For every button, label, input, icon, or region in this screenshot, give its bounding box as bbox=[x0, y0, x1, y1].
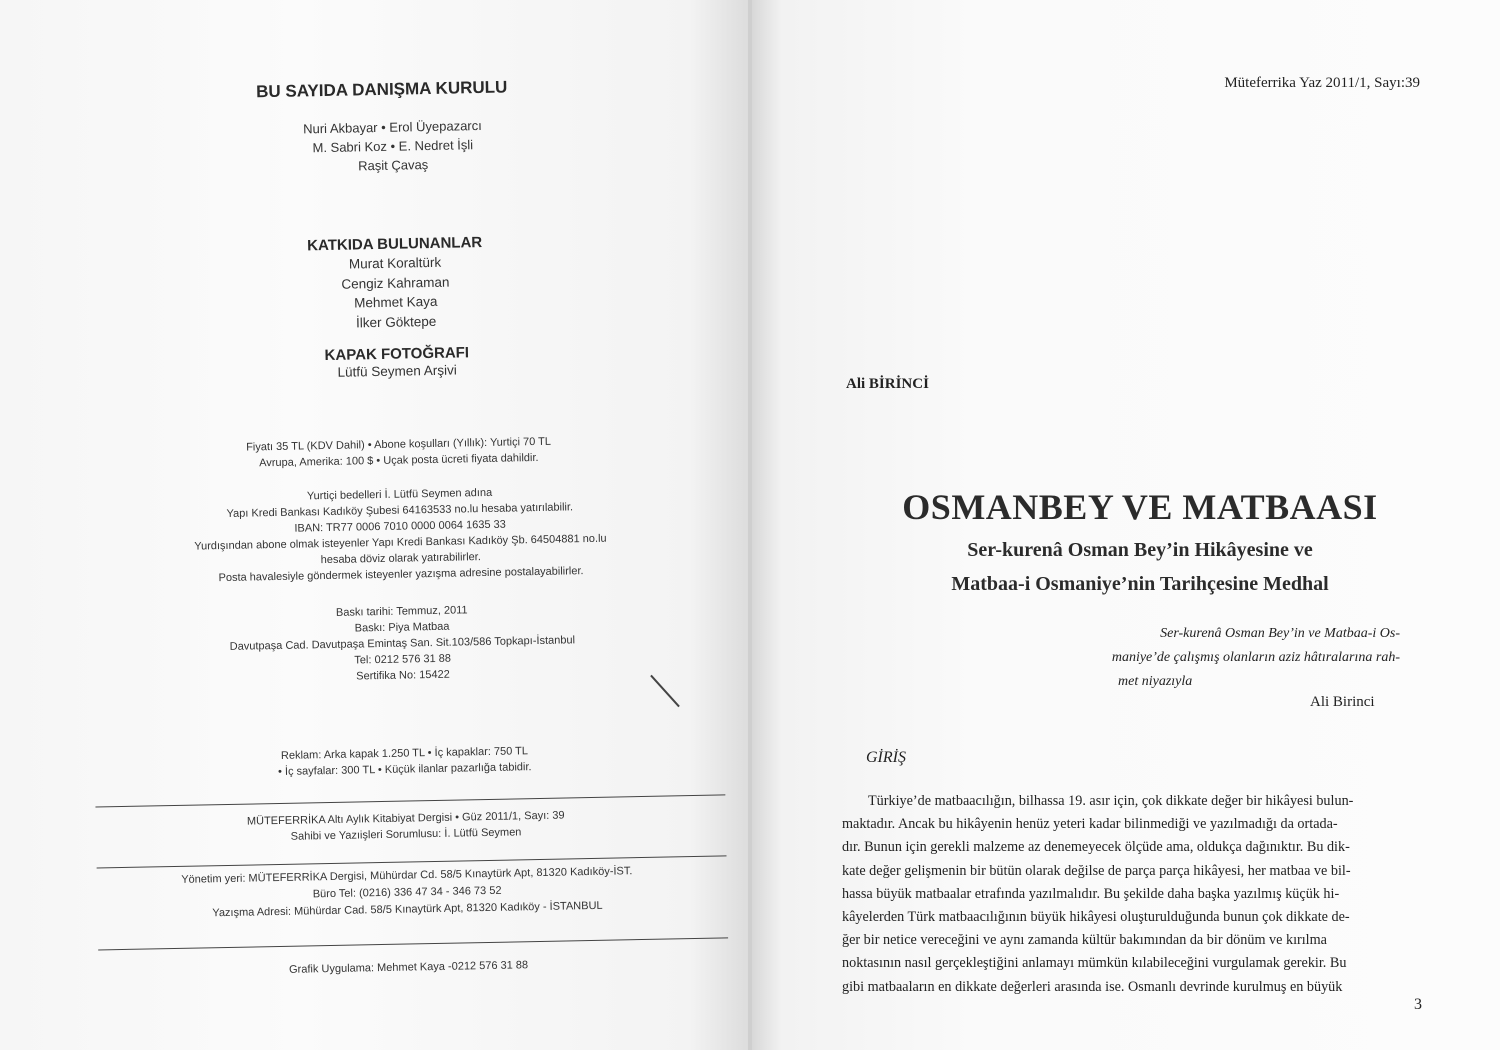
print-line: Tel: 0212 576 31 88 bbox=[354, 652, 452, 667]
article-subtitle-line-1: Ser-kurenâ Osman Bey’in Hikâyesine ve bbox=[967, 539, 1313, 561]
left-page bbox=[0, 0, 750, 1050]
price-line: Avrupa, Amerika: 100 $ • Uçak posta ücreti fiyata dahildir. bbox=[259, 451, 539, 470]
running-head: Müteferrika Yaz 2011/1, Sayı:39 bbox=[1224, 75, 1420, 91]
article-title: OSMANBEY VE MATBAASI bbox=[902, 487, 1378, 527]
advisory-line: M. Sabri Koz • E. Nedret İşli bbox=[312, 137, 474, 156]
print-line: Sertifika No: 15422 bbox=[356, 668, 450, 683]
article-subtitle-line-2: Matbaa-i Osmaniye’nin Tarihçesine Medhal bbox=[951, 573, 1329, 595]
body-line: hassa büyük matbaalar etrafında yazılmalıdır. Bu şekilde daha başka yazılmış küçük hi- bbox=[842, 885, 1340, 902]
author-name: Ali BİRİNCİ bbox=[846, 376, 929, 392]
payment-line: Yurtiçi bedelleri İ. Lütfü Seymen adına bbox=[306, 486, 493, 503]
body-line: noktasının nasıl gerçekleştiğini anlamayı mümkün kılabileceğini vurgulamak gerekir. Bu bbox=[842, 955, 1347, 972]
journal-line: Sahibi ve Yazıişleri Sorumlusu: İ. Lütfü Seymen bbox=[290, 826, 522, 843]
print-line: Baskı: Piya Matbaa bbox=[354, 620, 450, 635]
dedication-line: maniye’de çalışmış olanların aziz hâtıralarına rah- bbox=[1111, 650, 1400, 665]
advisory-members bbox=[222, 114, 563, 178]
dedication-line: met niyazıyla bbox=[1118, 674, 1193, 689]
contributors-list bbox=[255, 251, 536, 334]
ad-line: Reklam: Arka kapak 1.250 TL • İç kapaklar: 750 TL bbox=[280, 745, 529, 762]
graphic-credit: Grafik Uygulama: Mehmet Kaya -0212 576 31 88 bbox=[288, 959, 529, 976]
payment-line: hesaba döviz olarak yatırabilirler. bbox=[320, 551, 481, 567]
print-line: Baskı tarihi: Temmuz, 2011 bbox=[335, 604, 468, 619]
contributor-name: Mehmet Kaya bbox=[354, 293, 438, 311]
payment-line: IBAN: TR77 0006 7010 0000 0064 1635 33 bbox=[294, 518, 506, 535]
body-text bbox=[842, 790, 1422, 999]
contributor-name: Murat Koraltürk bbox=[348, 254, 442, 272]
body-line: maktadır. Ancak bu hikâyenin henüz yeteri kadar bilinmediği ve yazılmadığı da ortada- bbox=[842, 816, 1338, 833]
page-number: 3 bbox=[1414, 996, 1422, 1013]
journal-info bbox=[166, 806, 647, 847]
price-line: Fiyatı 35 TL (KDV Dahil) • Abone koşulları (Yıllık): Yurtiçi 70 TL bbox=[246, 435, 552, 454]
payment-line: Yapı Kredi Bankası Kadıköy Şubesi 64163533 no.lu hesaba yatırılabilir. bbox=[226, 501, 574, 520]
body-line: gibi matbaaların en dikkate değerleri arasında ise. Osmanlı devrinde kurulmuş en büyük bbox=[842, 978, 1343, 995]
advisory-heading: BU SAYIDA DANIŞMA KURULU bbox=[255, 77, 508, 102]
management-line: Yönetim yeri: MÜTEFERRİKA Dergisi, Mühürdar Cd. 58/5 Kınaytürk Apt, 81320 Kadıköy-İST. bbox=[181, 865, 633, 886]
dedication bbox=[1100, 622, 1400, 694]
price-info bbox=[138, 432, 659, 474]
advisory-line: Nuri Akbayar • Erol Üyepazarcı bbox=[302, 117, 482, 137]
divider-line bbox=[98, 937, 728, 950]
payment-line: Posta havalesiyle göndermek isteyenler yazışma adresine postalayabilirler. bbox=[218, 565, 584, 585]
section-heading: GİRİŞ bbox=[866, 749, 906, 766]
body-line: ğer bir netice vereceğini ve aynı zamanda kültür bakımından da bir dönüm ve kırılma bbox=[842, 932, 1327, 949]
contributor-name: Cengiz Kahraman bbox=[341, 274, 450, 292]
payment-info bbox=[109, 481, 691, 588]
body-line: dır. Bunun için gerekli malzeme az denemeyecek ölçüde ama, oldukça dağınıktır. Bu dik- bbox=[842, 839, 1350, 856]
body-line: kate değer gelişmenin bir bütün olarak değilse de parça parça hikâyesi, her matbaa ve bil- bbox=[842, 862, 1351, 879]
contributor-name: İlker Göktepe bbox=[355, 313, 437, 330]
print-line: Davutpaşa Cad. Davutpaşa Emintaş San. Sit.103/586 Topkapı-İstanbul bbox=[229, 634, 576, 653]
ad-rates bbox=[204, 742, 605, 782]
journal-line: MÜTEFERRİKA Altı Aylık Kitabiyat Dergisi • Güz 2011/1, Sayı: 39 bbox=[246, 809, 565, 828]
management-line: Büro Tel: (0216) 336 47 34 - 346 73 52 bbox=[312, 884, 502, 901]
cover-photo-heading: KAPAK FOTOĞRAFI bbox=[324, 344, 470, 365]
contributors-heading: KATKIDA BULUNANLAR bbox=[307, 233, 483, 255]
management-line: Yazışma Adresi: Mühürdar Cad. 58/5 Kınaytürk Apt, 81320 Kadıköy - İSTANBUL bbox=[212, 899, 603, 920]
print-info bbox=[142, 599, 663, 689]
advisory-line: Raşit Çavaş bbox=[358, 157, 429, 174]
cover-photo-credit: Lütfü Seymen Arşivi bbox=[337, 362, 457, 380]
management-info bbox=[127, 862, 688, 924]
dedication-line: Ser-kurenâ Osman Bey’in ve Matbaa-i Os- bbox=[1160, 626, 1400, 641]
payment-line: Yurdışından abone olmak isteyenler Yapı Kredi Bankası Kadıköy Şb. 64504881 no.lu bbox=[194, 532, 607, 553]
body-line: Türkiye’de matbaacılığın, bilhassa 19. asır için, çok dikkate değer bir hikâyesi bulun- bbox=[868, 793, 1354, 809]
signature: Ali Birinci bbox=[1310, 694, 1375, 710]
body-line: kâyelerden Türk matbaacılığının büyük hikâyesi oluşturulduğunda bunun çok dikkate de- bbox=[842, 909, 1350, 926]
ad-line: • İç sayfalar: 300 TL • Küçük ilanlar pazarlığa tabidir. bbox=[277, 761, 532, 779]
